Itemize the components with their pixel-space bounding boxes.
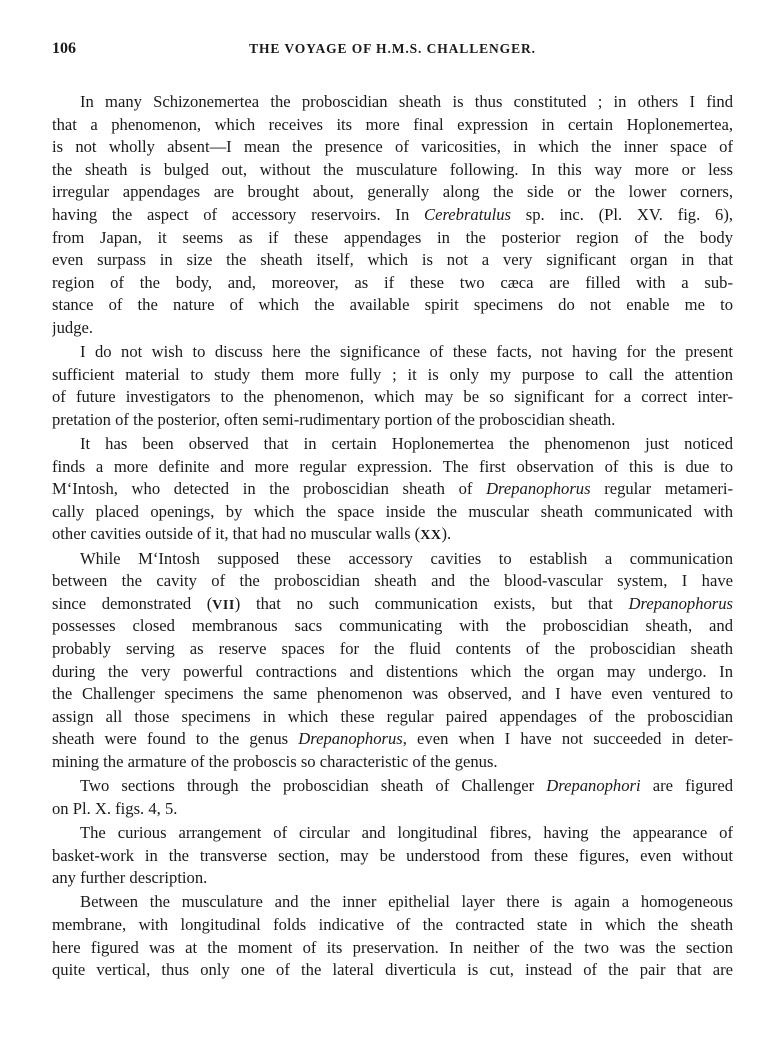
running-title: THE VOYAGE OF H.M.S. CHALLENGER. bbox=[249, 41, 536, 56]
italic-taxon: Drepanophori bbox=[546, 776, 641, 796]
text-line: finds a more definite and more regular expression. The first observation of this is due to bbox=[52, 456, 733, 476]
text-line: Between the musculature and the inner epithelial layer there is again a homogeneous bbox=[80, 892, 733, 912]
text-line: In many Schizonemertea the proboscidian sheath is thus constituted ; in others I find bbox=[80, 92, 733, 111]
text-line: Two sections through the proboscidian sheath of Challenger Drepanophori are figured bbox=[80, 776, 733, 796]
italic-taxon: Drepanophorus bbox=[628, 593, 733, 613]
text-line: the sheath is bulged out, without the musculature following. In this way more or less bbox=[52, 159, 733, 179]
text-line: possesses closed membranous sacs communicating with the proboscidian sheath, and bbox=[52, 616, 733, 636]
text-line: mining the armature of the proboscis so characteristic of the genus. bbox=[52, 752, 498, 771]
page-number: 106 bbox=[52, 40, 76, 57]
text-line: I do not wish to discuss here the significance of these facts, not having for the present bbox=[80, 342, 733, 362]
text-line: that a phenomenon, which receives its more final expression in certain Hoplonemertea, bbox=[52, 114, 733, 134]
reference-numeral: XX bbox=[420, 528, 442, 544]
paragraph bbox=[52, 775, 733, 820]
paragraph bbox=[52, 341, 733, 431]
text-line: is not wholly absent—I mean the presence of varicosities, in which the inner space of bbox=[52, 137, 733, 157]
page-header bbox=[52, 40, 733, 62]
text-line: the Challenger specimens the same phenomenon was observed, and I have even ventured to bbox=[52, 684, 733, 704]
italic-taxon: Cerebratulus bbox=[424, 204, 511, 224]
text-line: M‘Intosh, who detected in the proboscidian sheath of Drepanophorus regular metameri- bbox=[52, 479, 733, 499]
paragraph bbox=[52, 91, 733, 340]
text-line: sheath were found to the genus Drepanophorus, even when I have not succeeded in deter- bbox=[52, 729, 733, 749]
text-line: between the cavity of the proboscidian sheath and the blood-vascular system, I have bbox=[52, 571, 733, 591]
text-line: any further description. bbox=[52, 868, 208, 888]
italic-taxon: Drepanophorus bbox=[298, 729, 403, 749]
paragraph bbox=[52, 548, 733, 774]
paragraph bbox=[52, 822, 733, 890]
text-line: region of the body, and, moreover, as if these two cæca are filled with a sub- bbox=[52, 272, 733, 292]
text-line: here figured was at the moment of its preservation. In neither of the two was the section bbox=[52, 937, 733, 957]
paragraph bbox=[52, 433, 733, 546]
text-line: membrane, with longitudinal folds indicative of the contracted state in which the sheath bbox=[52, 914, 733, 934]
text-line: irregular appendages are brought about, generally along the side or the lower corners, bbox=[52, 182, 733, 202]
text-line: other cavities outside of it, that had no muscular walls (XX). bbox=[52, 524, 452, 544]
text-line: from Japan, it seems as if these appendages in the posterior region of the body bbox=[52, 227, 733, 247]
text-line: quite vertical, thus only one of the lateral diverticula is cut, instead of the pair that are bbox=[52, 960, 733, 980]
paragraph bbox=[52, 891, 733, 981]
text-line: The curious arrangement of circular and longitudinal fibres, having the appearance of bbox=[80, 822, 733, 842]
text-line: cally placed openings, by which the space inside the muscular sheath communicated with bbox=[52, 501, 733, 521]
text-line: pretation of the posterior, often semi-rudimentary portion of the proboscidian sheath. bbox=[52, 409, 616, 429]
text-line: since demonstrated (VII) that no such communication exists, but that Drepanophorus bbox=[52, 593, 733, 613]
text-line: assign all those specimens in which these regular paired appendages of the proboscidian bbox=[52, 706, 733, 726]
text-line: on Pl. X. figs. 4, 5. bbox=[52, 798, 178, 818]
italic-taxon: Drepanophorus bbox=[486, 479, 591, 499]
text-line: stance of the nature of which the available spirit specimens do not enable me to bbox=[52, 295, 733, 315]
text-line: during the very powerful contractions and distentions which the organ may undergo. In bbox=[52, 661, 733, 681]
page-body bbox=[52, 91, 733, 983]
reference-numeral: VII bbox=[212, 597, 235, 613]
text-line: basket-work in the transverse section, may be understood from these figures, even without bbox=[52, 845, 733, 865]
text-line: sufficient material to study them more fully ; it is only my purpose to call the attention bbox=[52, 364, 733, 384]
text-line: probably serving as reserve spaces for the fluid contents of the proboscidian sheath bbox=[52, 639, 733, 659]
text-line: having the aspect of accessory reservoirs. In Cerebratulus sp. inc. (Pl. XV. fig. 6), bbox=[52, 204, 733, 224]
text-line: even surpass in size the sheath itself, which is not a very significant organ in that bbox=[52, 250, 733, 270]
text-line: of future investigators to the phenomenon, which may be so significant for a correct inter- bbox=[52, 387, 733, 407]
text-line: It has been observed that in certain Hoplonemertea the phenomenon just noticed bbox=[80, 434, 733, 454]
text-line: judge. bbox=[52, 317, 94, 337]
text-line: While M‘Intosh supposed these accessory cavities to establish a communication bbox=[80, 548, 733, 568]
